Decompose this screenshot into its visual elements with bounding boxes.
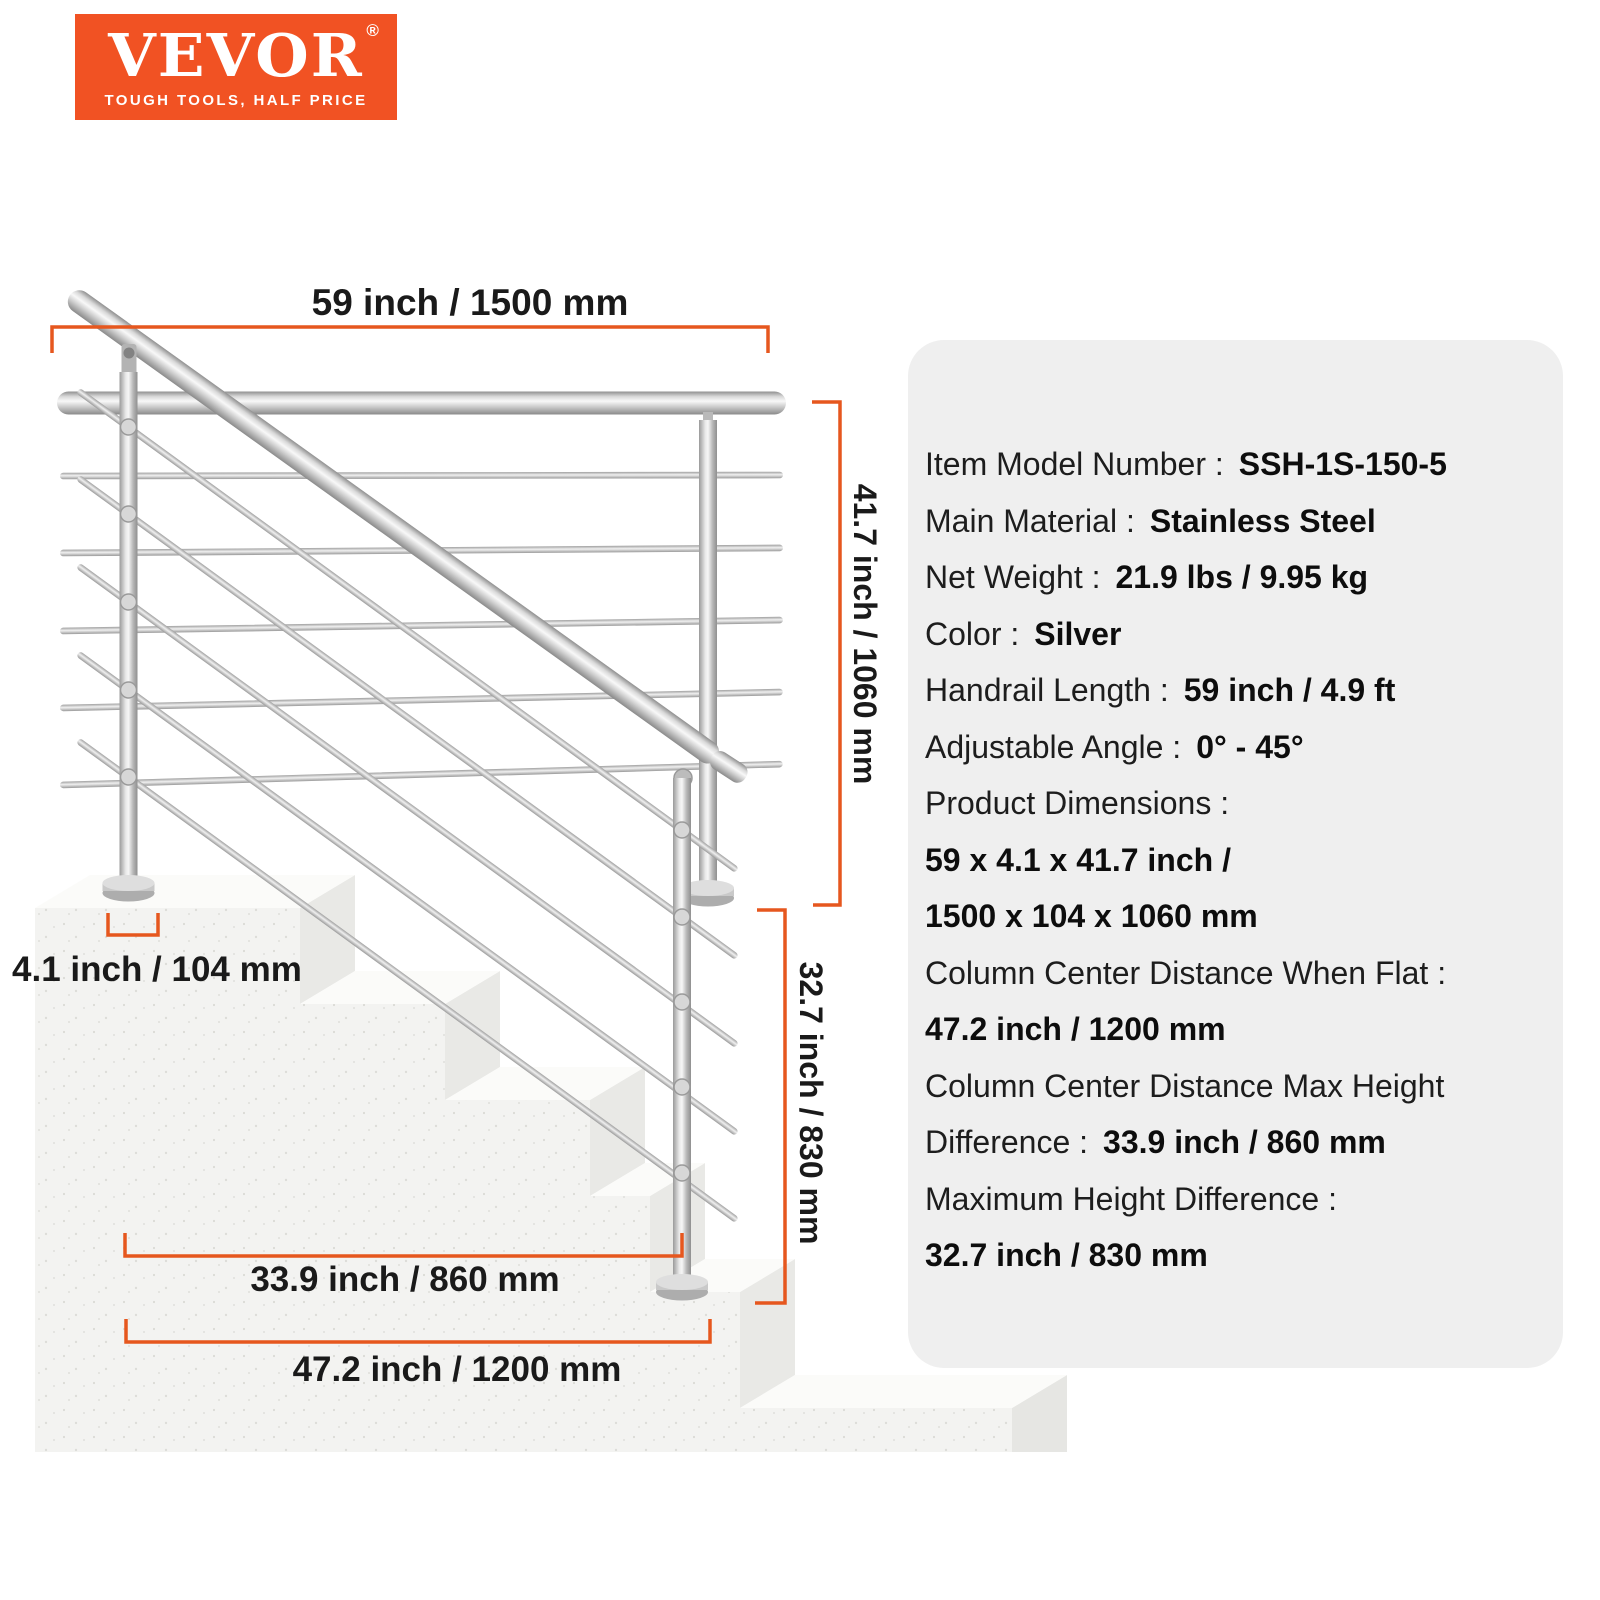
spec-value: 32.7 inch / 830 mm [925, 1237, 1208, 1273]
spec-row [925, 775, 1553, 832]
spec-row [925, 1114, 1553, 1171]
stair-tread-top [740, 1375, 1067, 1408]
spec-value: 59 x 4.1 x 41.7 inch / [925, 841, 1231, 878]
post-flange [656, 1274, 708, 1301]
hinge-pin [124, 348, 135, 359]
spec-value: 59 inch / 4.9 ft [1183, 672, 1396, 708]
spec-label: Column Center Distance When Flat : [925, 954, 1447, 991]
spec-row [925, 436, 1553, 493]
crossbar [60, 689, 783, 712]
spec-label: Adjustable Angle : [925, 728, 1182, 765]
brand-row [108, 20, 379, 90]
post-tube [673, 778, 691, 1292]
spec-value: 47.2 inch / 1200 mm [925, 1011, 1226, 1047]
spec-label: Color : [925, 615, 1020, 652]
upper-post [103, 344, 155, 902]
spec-row [925, 1058, 1553, 1115]
column-distance-flat-label: 47.2 inch / 1200 mm [292, 1350, 622, 1389]
post-flange [103, 875, 155, 902]
height-difference-dimension-line [755, 910, 785, 1303]
registered-mark: ® [366, 20, 379, 40]
flat-handrail [57, 392, 786, 415]
spec-row [925, 1227, 1553, 1284]
spec-label: Net Weight : [925, 559, 1101, 595]
spec-row [925, 719, 1553, 776]
spec-label: Column Center Distance Max Height [925, 1067, 1445, 1104]
vevor-logo [75, 14, 397, 120]
spec-value: 33.9 inch / 860 mm [1103, 1124, 1386, 1160]
spec-value: 21.9 lbs / 9.95 kg [1115, 559, 1369, 595]
handrail-length-label: 59 inch / 1500 mm [311, 282, 629, 323]
spec-row [925, 1001, 1553, 1058]
stair-tread-top [35, 875, 355, 908]
spec-label: Main Material : [925, 502, 1135, 539]
spec-row [925, 493, 1553, 550]
spec-label: Product Dimensions : [925, 785, 1230, 821]
crossbar [60, 472, 783, 480]
spec-row [925, 832, 1553, 889]
spec-value: SSH-1S-150-5 [1238, 446, 1447, 482]
spec-row [925, 945, 1553, 1002]
brand-name: VEVOR [108, 20, 364, 90]
max-height-difference-label: 32.7 inch / 830 mm [793, 961, 829, 1245]
spec-row [925, 662, 1553, 719]
spec-row [925, 1171, 1553, 1228]
spec-value: Stainless Steel [1149, 502, 1376, 539]
spec-label: Handrail Length : [925, 672, 1169, 708]
spec-label: Maximum Height Difference : [925, 1180, 1337, 1217]
spec-value: 1500 x 104 x 1060 mm [925, 898, 1258, 934]
spec-row [925, 606, 1553, 663]
spec-panel [908, 340, 1563, 1368]
spec-list [925, 436, 1553, 1284]
spec-row [925, 888, 1553, 945]
spec-row [925, 549, 1553, 606]
overall-height-label: 41.7 inch / 1060 mm [847, 483, 883, 785]
spec-value: 0° - 45° [1196, 728, 1304, 765]
spec-label: Difference : [925, 1124, 1089, 1160]
flat-post [699, 420, 717, 898]
spec-label: Item Model Number : [925, 446, 1224, 482]
spec-value: Silver [1034, 615, 1122, 652]
column-distance-max-label: 33.9 inch / 860 mm [250, 1260, 560, 1299]
overall-height-dimension-line [812, 402, 840, 905]
post-tube [120, 372, 138, 893]
post-width-label: 4.1 inch / 104 mm [12, 950, 302, 989]
brand-tagline: TOUGH TOOLS, HALF PRICE [104, 91, 368, 109]
sloped-handrail [63, 286, 723, 768]
